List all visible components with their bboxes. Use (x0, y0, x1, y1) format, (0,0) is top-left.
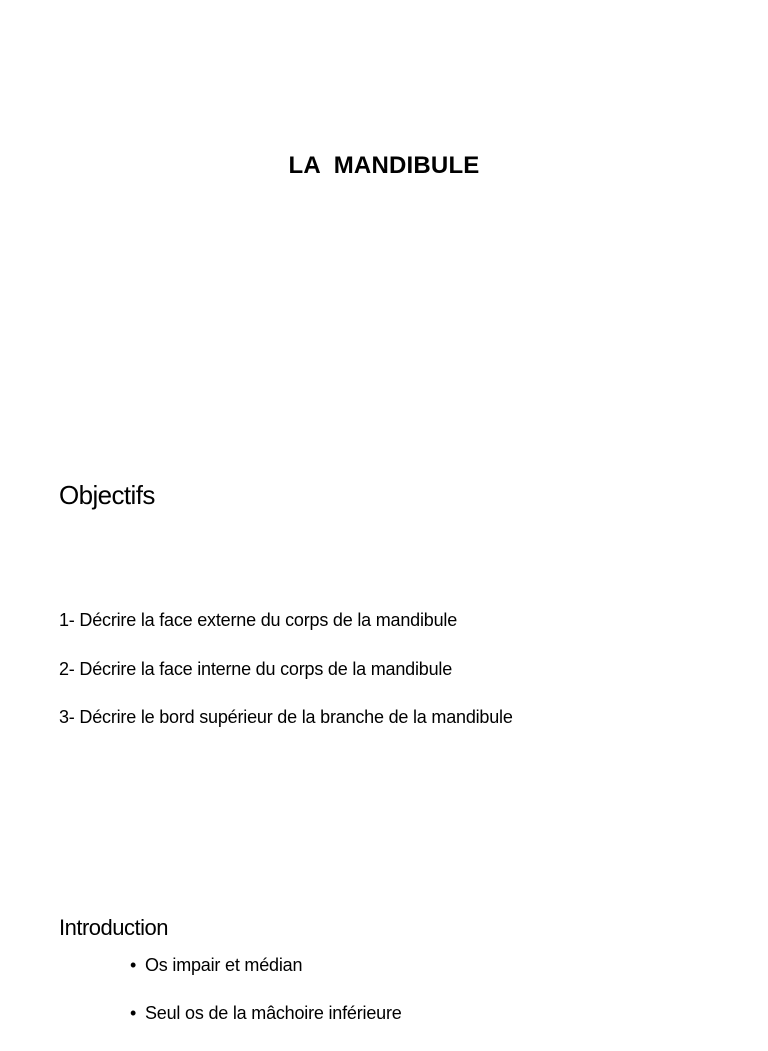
introduction-item (130, 1003, 402, 1051)
objective-item: 3- Décrire le bord supérieur de la branche de la mandibule (59, 707, 513, 727)
page-title: LA MANDIBULE (288, 152, 480, 179)
bullet-icon: • (130, 955, 137, 975)
objective-item: 2- Décrire la face interne du corps de la mandibule (59, 658, 453, 679)
introduction-item (130, 955, 402, 1003)
objectives-list (59, 610, 513, 756)
introduction-heading: Introduction (59, 915, 168, 940)
introduction-item-text: Seul os de la mâchoire inférieure (145, 1003, 402, 1023)
bullet-icon: • (130, 1003, 137, 1023)
objective-item: 1- Décrire la face externe du corps de la mandibule (59, 610, 458, 630)
introduction-list (130, 955, 402, 1051)
introduction-item-text: Os impair et médian (145, 955, 303, 975)
objectifs-heading: Objectifs (59, 480, 155, 510)
